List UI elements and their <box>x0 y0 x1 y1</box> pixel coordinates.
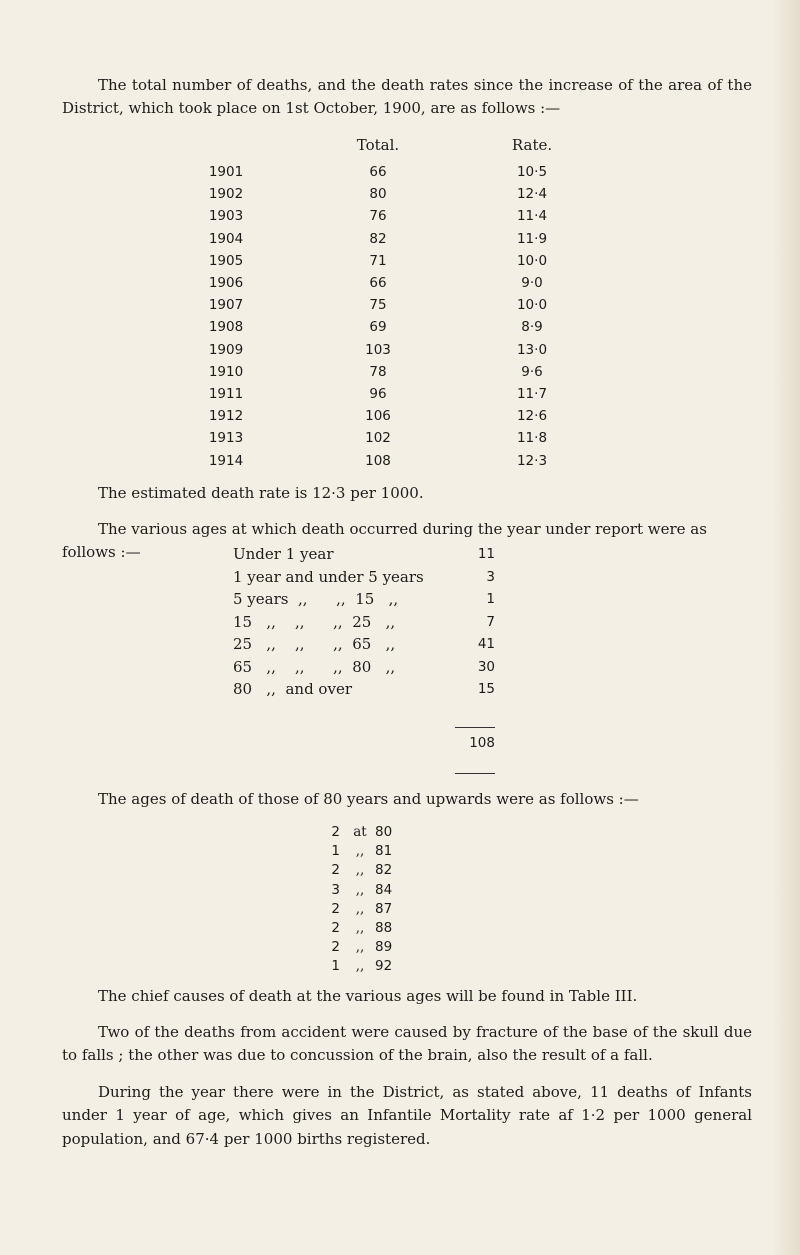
eighty-age-cell: 87 <box>375 900 393 917</box>
eighty-count-cell: 1 <box>331 843 340 860</box>
deaths-total-cell: 106 <box>365 408 391 425</box>
deaths-rate-cell: 12·3 <box>516 452 548 469</box>
deaths-year-cell: 1901 <box>208 164 244 180</box>
deaths-total-cell: 108 <box>365 452 391 469</box>
intro-paragraph: The total number of deaths, and the death rates since the increase of the area of the District, which took place on 1st October, 1900, are as follows :— <box>62 76 752 118</box>
deaths-total-cell: 66 <box>369 275 387 291</box>
age-group-label: 25 ,, ,, ,, 65 ,, <box>233 635 396 653</box>
age-group-label: Under 1 year <box>233 545 334 563</box>
ages-total: 108 <box>469 735 495 751</box>
deaths-total-cell: 82 <box>369 230 387 247</box>
total-bottom-rule <box>455 773 495 774</box>
deaths-total-cell: 96 <box>369 386 387 402</box>
eighty-age-cell: 80 <box>375 824 393 840</box>
eighty-sep-cell: ,, <box>355 862 365 879</box>
deaths-rate-cell: 12·6 <box>516 408 548 425</box>
ages-intro-text: The various ages at which death occurred during the year under report were as follows :— <box>62 520 707 562</box>
eighty-age-cell: 82 <box>375 862 393 879</box>
deaths-total-cell: 80 <box>369 186 387 203</box>
age-group-label: 1 year and under 5 years <box>233 567 424 586</box>
deaths-year-cell: 1904 <box>208 230 244 247</box>
deaths-year-cell: 1908 <box>208 319 244 336</box>
deaths-rate-cell: 11·8 <box>516 430 548 447</box>
age-group-count: 3 <box>486 568 495 585</box>
deaths-total-cell: 71 <box>369 252 387 269</box>
eighty-sep-cell: at <box>353 824 367 840</box>
deaths-total-cell: 103 <box>365 341 391 358</box>
age-group-label: 80 ,, and over <box>233 680 352 698</box>
deaths-year-cell: 1903 <box>208 208 244 225</box>
age-group-label: 5 years ,, ,, 15 ,, <box>233 590 399 608</box>
eighty-intro-text: The ages of death of those of 80 years and upwards were as follows :— <box>98 790 639 808</box>
age-group-label: 65 ,, ,, ,, 80 ,, <box>233 657 396 676</box>
eighty-sep-cell: ,, <box>355 958 365 975</box>
deaths-total-cell: 69 <box>369 319 387 336</box>
deaths-rate-cell: 11·9 <box>516 230 548 247</box>
deaths-rate-cell: 11·7 <box>516 386 548 402</box>
eighty-count-cell: 2 <box>331 824 340 840</box>
eighty-sep-cell: ,, <box>355 843 365 860</box>
deaths-year-cell: 1907 <box>208 297 244 314</box>
deaths-year-cell: 1913 <box>208 430 244 447</box>
eighty-age-cell: 84 <box>375 881 393 898</box>
deaths-total-cell: 78 <box>369 363 387 380</box>
eighty-sep-cell: ,, <box>355 881 365 898</box>
eighty-sep-cell: ,, <box>355 939 365 956</box>
eighty-age-cell: 92 <box>375 958 393 975</box>
deaths-total-cell: 66 <box>369 164 387 180</box>
eighty-count-cell: 3 <box>331 881 340 898</box>
deaths-year-cell: 1910 <box>208 363 244 380</box>
deaths-rate-cell: 9·0 <box>521 275 543 291</box>
deaths-total-cell: 102 <box>365 430 391 447</box>
deaths-rate-cell: 13·0 <box>516 341 548 358</box>
deaths-rate-cell: 8·9 <box>521 319 543 336</box>
age-group-count: 11 <box>477 546 495 562</box>
deaths-year-cell: 1912 <box>208 408 244 425</box>
deaths-year-cell: 1909 <box>208 341 244 358</box>
deaths-year-cell: 1914 <box>208 452 244 469</box>
deaths-year-cell: 1906 <box>208 275 244 291</box>
rate-column-header: Rate. <box>511 136 553 154</box>
eighty-age-cell: 81 <box>375 843 393 860</box>
age-group-count: 15 <box>477 681 495 697</box>
deaths-rate-cell: 9·6 <box>521 363 543 380</box>
deaths-rate-cell: 10·0 <box>516 252 548 269</box>
age-group-count: 30 <box>477 658 495 675</box>
deaths-total-cell: 75 <box>369 297 387 314</box>
accidents-paragraph: Two of the deaths from accident were caused by fracture of the base of the skull due to falls ; the other was due to concussion of the brain, also the result of a fall. <box>62 1023 752 1065</box>
deaths-total-cell: 76 <box>369 208 387 225</box>
eighty-count-cell: 2 <box>331 939 340 956</box>
causes-text: The chief causes of death at the various ages will be found in Table III. <box>98 987 638 1005</box>
age-group-label: 15 ,, ,, ,, 25 ,, <box>233 612 396 631</box>
deaths-year-cell: 1902 <box>208 186 244 203</box>
deaths-year-cell: 1905 <box>208 252 244 269</box>
deaths-year-cell: 1911 <box>208 386 244 402</box>
page-edge-shadow <box>772 0 800 1255</box>
eighty-sep-cell: ,, <box>355 920 365 936</box>
age-group-count: 7 <box>486 613 495 630</box>
eighty-sep-cell: ,, <box>355 900 365 917</box>
eighty-count-cell: 2 <box>331 862 340 879</box>
eighty-age-cell: 89 <box>375 939 393 956</box>
total-column-header: Total. <box>356 136 400 154</box>
eighty-count-cell: 2 <box>331 920 340 936</box>
deaths-rate-cell: 10·5 <box>516 164 548 180</box>
deaths-rate-cell: 10·0 <box>516 297 548 314</box>
estimated-rate-text: The estimated death rate is 12·3 per 1000. <box>98 484 424 502</box>
deaths-rate-cell: 12·4 <box>516 186 548 203</box>
eighty-count-cell: 2 <box>331 900 340 917</box>
infants-paragraph: During the year there were in the District, as stated above, 11 deaths of Infants under 1 year of age, which gives an Infantile Mortality rate af 1·2 per 1000 general population, and 67·4 per 1000 births registered. <box>62 1083 752 1148</box>
age-group-count: 1 <box>486 591 495 607</box>
total-top-rule <box>455 727 495 728</box>
deaths-rate-cell: 11·4 <box>516 208 548 225</box>
eighty-age-cell: 88 <box>375 920 393 936</box>
age-group-count: 41 <box>477 636 495 652</box>
eighty-count-cell: 1 <box>331 958 340 975</box>
